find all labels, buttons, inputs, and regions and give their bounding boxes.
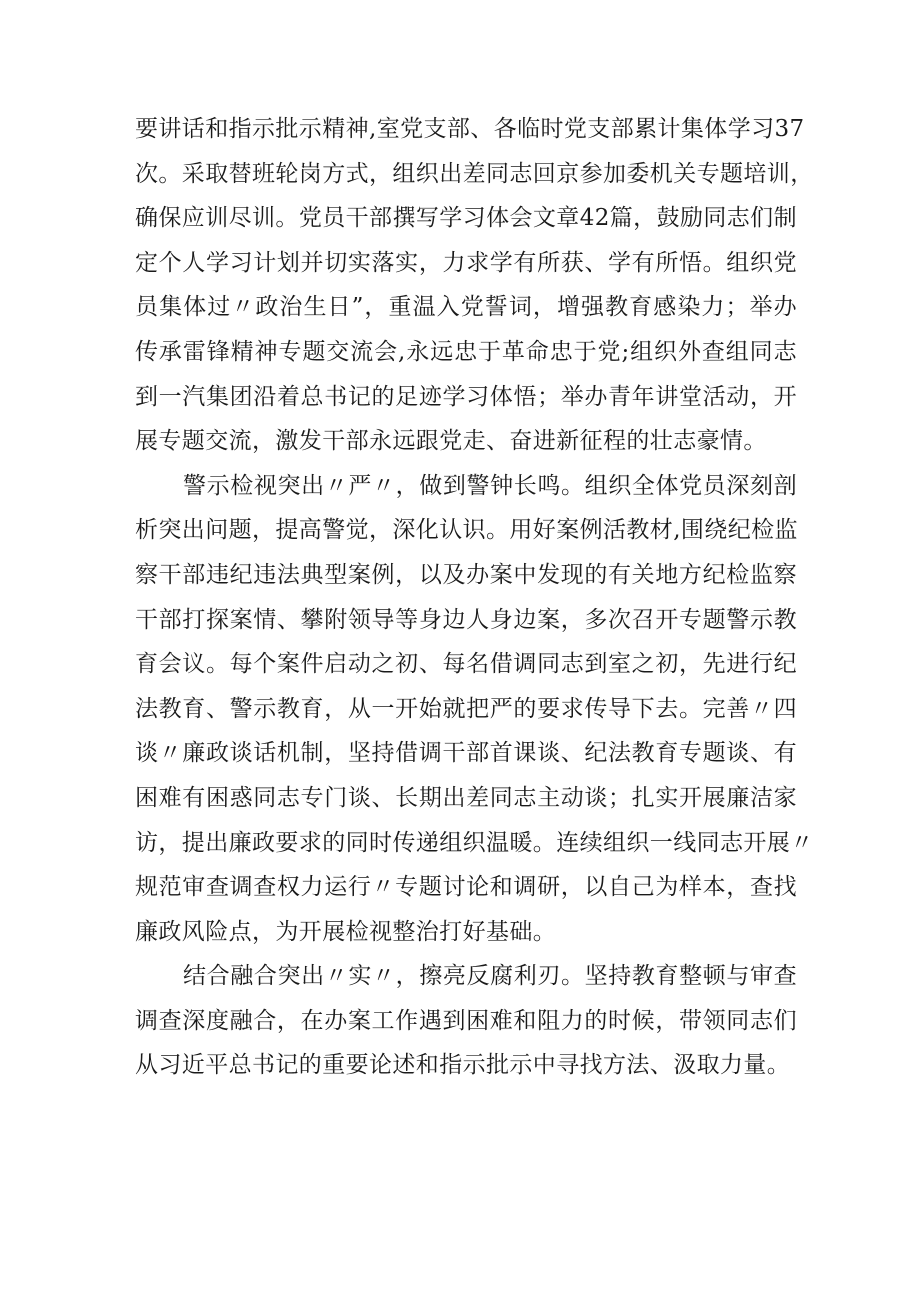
paragraph-line: 调查深度融合，在办案工作遇到困难和阻力的时候，带领同志们 xyxy=(135,1007,797,1034)
paragraph-line: 警示检视突出〃严〃，做到警钟长鸣。组织全体党员深刻剖 xyxy=(183,472,797,499)
paragraph-line: 次。采取替班轮岗方式，组织出差同志回京参加委机关专题培训， xyxy=(135,160,814,187)
paragraph-line: 察干部违纪违法典型案例，以及办案中发现的有关地方纪检监察 xyxy=(135,561,797,588)
paragraph-line: 规范审查调查权力运行〃专题讨论和调研，以自己为样本，查找 xyxy=(135,874,797,901)
paragraph-line: 定个人学习计划并切实落实，力求学有所获、学有所悟。组织党 xyxy=(135,249,797,276)
paragraph-line: 育会议。每个案件启动之初、每名借调同志到室之初，先进行纪 xyxy=(135,651,797,678)
paragraph-line: 结合融合突出〃实〃，擦亮反腐利刃。坚持教育整顿与审查 xyxy=(183,963,797,990)
paragraph-line: 法教育、警示教育，从一开始就把严的要求传导下去。完善〃四 xyxy=(135,695,797,722)
document-body xyxy=(135,107,814,1088)
paragraph-line: 传承雷锋精神专题交流会,永远忠于革命忠于党;组织外查组同志 xyxy=(135,338,797,365)
paragraph-line: 干部打探案情、攀附领导等身边人身边案，多次召开专题警示教 xyxy=(135,606,797,633)
paragraph-line: 困难有困惑同志专门谈、长期出差同志主动谈；扎实开展廉洁家 xyxy=(135,784,797,811)
paragraph-1 xyxy=(135,107,814,464)
paragraph-line: 析突出问题，提高警觉，深化认识。用好案例活教材,围绕纪检监 xyxy=(135,517,798,544)
paragraph-line: 廉政风险点，为开展检视整治打好基础。 xyxy=(135,918,557,945)
paragraph-line: 展专题交流，激发干部永远跟党走、奋进新征程的壮志豪情。 xyxy=(135,428,767,455)
paragraph-line: 访，提出廉政要求的同时传递组织温暖。连续组织一线同志开展〃 xyxy=(135,829,814,856)
paragraph-line: 确保应训尽训。党员干部撰写学习体会文章42篇，鼓励同志们制 xyxy=(135,205,797,232)
paragraph-line: 从习近平总书记的重要论述和指示批示中寻找方法、汲取力量。 xyxy=(135,1052,791,1079)
paragraph-line: 谈〃廉政谈话机制，坚持借调干部首课谈、纪法教育专题谈、有 xyxy=(135,740,797,767)
paragraph-line: 员集体过〃政治生日”，重温入党誓词，增强教育感染力；举办 xyxy=(135,294,797,321)
paragraph-3 xyxy=(135,954,797,1088)
paragraph-line: 到一汽集团沿着总书记的足迹学习体悟；举办青年讲堂活动，开 xyxy=(135,383,797,410)
paragraph-line: 要讲话和指示批示精神,室党支部、各临时党支部累计集体学习37 xyxy=(135,116,805,142)
paragraph-2 xyxy=(135,464,814,955)
